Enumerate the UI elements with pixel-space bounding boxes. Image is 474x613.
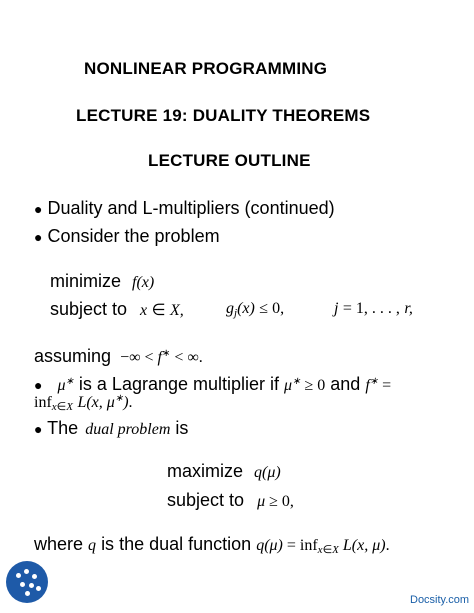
q-symbol: q bbox=[88, 537, 97, 554]
closing-pre: where bbox=[34, 534, 84, 554]
dual-problem-term: dual problem bbox=[85, 421, 171, 438]
dual-constraints bbox=[167, 489, 294, 513]
constraint-set: x ∈ X, bbox=[140, 302, 184, 319]
footer-brand[interactable]: Docsity.com bbox=[410, 594, 470, 606]
fstar-formula: f∗ = bbox=[365, 376, 392, 394]
dual-function-formula: q(μ) = inf$_{x\in X}$ L(x, μ). bbox=[256, 537, 390, 556]
primal-constraints bbox=[50, 298, 127, 320]
minimize-label: minimize bbox=[50, 271, 122, 291]
dual-objective bbox=[167, 460, 281, 484]
dual-constraint-formula: μ ≥ 0, bbox=[257, 493, 294, 510]
dual-subject-label: subject to bbox=[167, 490, 245, 510]
bullet-icon: ● bbox=[34, 377, 43, 393]
bullet-icon: ● bbox=[34, 229, 43, 245]
subject-to-label: subject to bbox=[50, 299, 128, 319]
inf-lagrangian-formula: inf$_{x\in X}$ L(x, μ∗). bbox=[34, 393, 133, 413]
assuming-line bbox=[34, 343, 203, 369]
lecture-title: LECTURE 19: DUALITY THEOREMS bbox=[76, 106, 371, 125]
bullet-item bbox=[34, 197, 335, 220]
bullet-item bbox=[34, 225, 220, 248]
constraint-inequality: $g_j(x) \le 0$, bbox=[226, 300, 285, 319]
bullet-and-text: and bbox=[330, 374, 361, 394]
bullet-icon: ● bbox=[34, 421, 43, 437]
maximize-label: maximize bbox=[167, 461, 244, 481]
primal-objective bbox=[50, 270, 154, 294]
closing-mid: is the dual function bbox=[101, 534, 252, 554]
docsity-logo-icon bbox=[6, 561, 48, 603]
constraint-index: j = 1, . . . , r, bbox=[334, 300, 413, 317]
assuming-label: assuming bbox=[34, 346, 112, 366]
objective-formula: f(x) bbox=[132, 274, 155, 291]
assuming-formula: −∞ < f∗ < ∞. bbox=[120, 348, 203, 366]
dual-objective-formula: q(μ) bbox=[254, 464, 281, 481]
bullet-text: The bbox=[47, 418, 79, 438]
bullet-icon: ● bbox=[34, 201, 43, 217]
bullet-item bbox=[34, 417, 188, 441]
mu-nonneg-formula: μ∗ ≥ 0 bbox=[284, 376, 326, 394]
course-title: NONLINEAR PROGRAMMING bbox=[84, 59, 328, 78]
bullet-text: Duality and L-multipliers (continued) bbox=[47, 198, 335, 218]
bullet-text-end: is bbox=[175, 418, 189, 438]
closing-line bbox=[34, 533, 390, 561]
bullet-text: is a Lagrange multiplier if bbox=[78, 374, 280, 394]
bullet-text: Consider the problem bbox=[47, 226, 220, 246]
outline-title: LECTURE OUTLINE bbox=[148, 151, 311, 170]
mu-star-symbol: μ∗ bbox=[57, 376, 74, 394]
